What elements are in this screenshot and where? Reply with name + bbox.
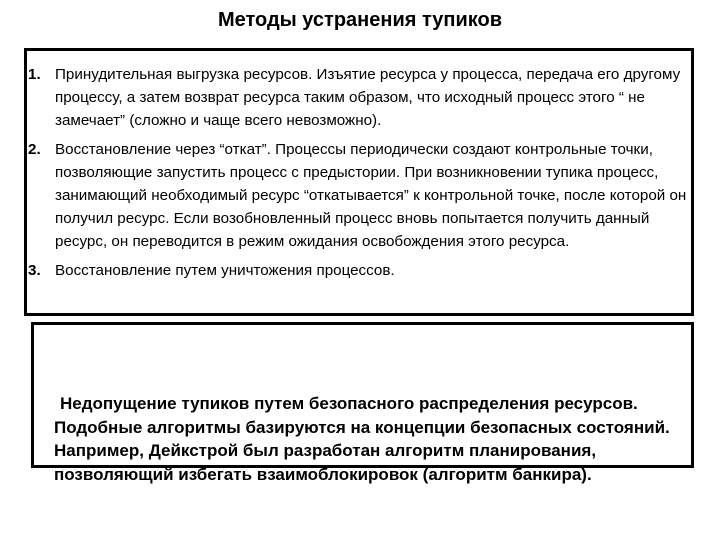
list-item-text: Восстановление путем уничтожения процессов. xyxy=(55,262,395,279)
list-item xyxy=(28,138,692,253)
list-item-number: 1. xyxy=(28,66,41,83)
list-item xyxy=(28,259,692,282)
list-item xyxy=(28,63,692,132)
list-item-text: Восстановление через “откат”. Процессы периодически создают контрольные точки, позволяющие запустить процесс с предыстории. При возникновении тупика процесс, занимающий необходимый ресурс “откатывается” к контрольной точке, после которой он получил ресурс. Если возобновленный процесс вновь попытается получить данный ресурс, он переводится в режим ожидания освобождения этого ресурса. xyxy=(55,141,687,250)
list-item-text: Принудительная выгрузка ресурсов. Изъятие ресурса у процесса, передача его другому процессу, а затем возврат ресурса таким образом, что исходный процесс этого “ не замечает” (сложно и чаще всего невозможно). xyxy=(55,66,681,129)
slide-title: Методы устранения тупиков xyxy=(217,9,503,31)
methods-list xyxy=(28,63,692,288)
list-item-number: 2. xyxy=(28,141,41,158)
prevention-paragraph: Недопущение тупиков путем безопасного распределения ресурсов. Подобные алгоритмы базируются на концепции безопасных состояний. Например, Дейкстрой был разработан алгоритм планирования, позволяющий избегать взаимоблокировок (алгоритм банкира). xyxy=(54,394,670,484)
list-item-number: 3. xyxy=(28,262,41,279)
